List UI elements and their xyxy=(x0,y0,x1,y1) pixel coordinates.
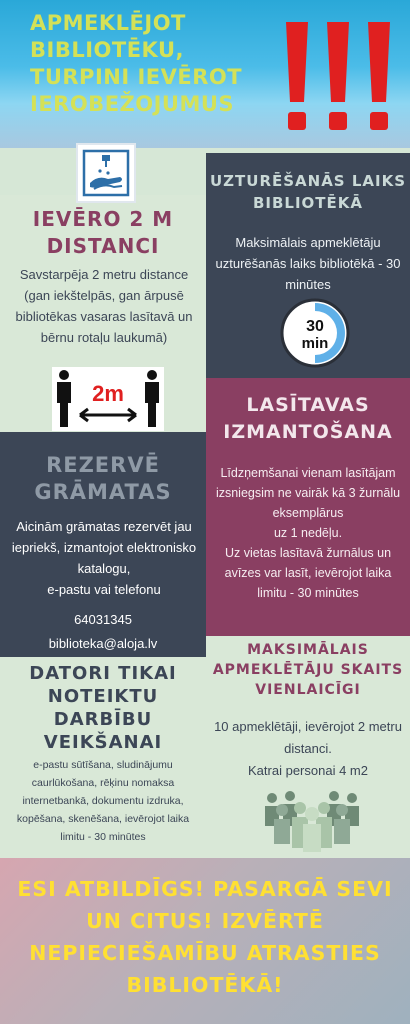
library-phone: 64031345 xyxy=(74,612,132,627)
computers-title: DATORI TIKAI NOTEIKTU DARBĪBU VEIKŠANAI xyxy=(29,663,177,753)
two-meter-distance-icon xyxy=(52,367,164,431)
distance-sign-label: 2m xyxy=(92,381,124,406)
max-visitors-text: 10 apmeklētāji, ievērojot 2 metru distanci. Katrai personai 4 m2 xyxy=(214,719,402,778)
max-visitors-title: MAKSIMĀLAIS APMEKLĒTĀJU SKAITS VIENLAICĪGI xyxy=(212,642,404,698)
visit-time-title: UZTURĒŠANĀS LAIKS BIBLIOTĒKĀ xyxy=(209,172,407,212)
library-email: biblioteka@aloja.lv xyxy=(48,636,158,651)
clock-30-min-icon xyxy=(280,298,350,368)
distance-text: Savstarpēja 2 metru distance (gan iekštelpās, gan ārpusē bibliotēkas vasaras lasītavā un bērnu rotaļu laukumā) xyxy=(15,267,193,345)
footer-warning-text: ESI ATBILDĪGS! PASARGĀ SEVI UN CITUS! IZVĒRTĒ NEPIECIEŠAMĪBU ATRASTIES BIBLIOTĒKĀ! xyxy=(17,877,393,997)
computers-text: e-pastu sūtīšana, sludinājumu caurlūkošana, rēķinu nomaksa internetbankā, dokumentu izdruka, kopēšana, skenēšana, ievērojot laika limitu - 30 minūtes xyxy=(16,759,190,843)
page-title: APMEKLĒJOT BIBLIOTĒKU, TURPINI IEVĒROT IEROBEŽOJUMUS xyxy=(30,11,243,116)
reserve-books-title: REZERVĒ GRĀMATAS xyxy=(34,453,172,504)
hand-washing-icon xyxy=(76,143,136,203)
reading-room-text: Līdzņemšanai vienam lasītājam izsniegsim ne vairāk kā 3 žurnālu eksemplārus uz 1 nedēļu. Uz vietas lasītavā žurnālus un avīzes var lasīt, ievērojot laika limitu - 30 minūtes xyxy=(215,466,401,600)
exclamation-marks-icon xyxy=(278,18,398,138)
reading-room-title: LASĪTAVAS IZMANTOŠANA xyxy=(223,394,393,443)
visit-time-text: Maksimālais apmeklētāju uzturēšanās laiks bibliotēkā - 30 minūtes xyxy=(215,235,401,292)
clock-unit: min xyxy=(301,335,329,352)
distance-title: IEVĒRO 2 M DISTANCI xyxy=(32,207,174,258)
clock-number: 30 xyxy=(306,318,324,335)
group-of-people-icon xyxy=(262,786,362,852)
reserve-books-text: Aicinām grāmatas rezervēt jau iepriekš, izmantojot elektronisko katalogu, e-pastu vai telefonu xyxy=(11,519,197,597)
